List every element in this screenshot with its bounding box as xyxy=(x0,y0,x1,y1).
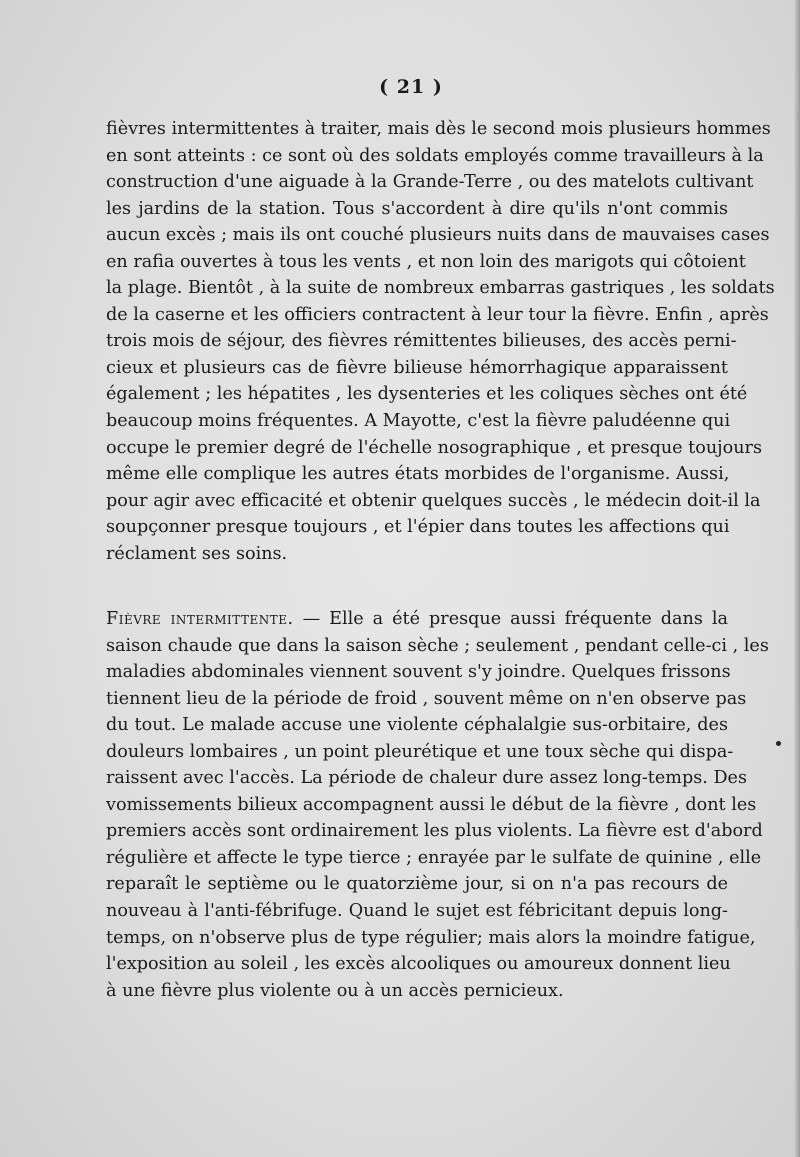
text-line: construction d'une aiguade à la Grande-Terre , ou des matelots cultivant xyxy=(106,172,754,193)
paragraph-1 xyxy=(106,116,775,567)
text-line: en sont atteints : ce sont où des soldats employés comme travailleurs à la xyxy=(106,145,764,166)
text-line: réclament ses soins. xyxy=(106,543,288,564)
text-line: maladies abdominales viennent souvent s'y joindre. Quelques frissons xyxy=(106,662,731,683)
text-line: beaucoup moins fréquentes. A Mayotte, c'est la fièvre paludéenne qui xyxy=(106,411,731,432)
text-line: nouveau à l'anti-fébrifuge. Quand le sujet est fébricitant depuis long- xyxy=(106,901,728,922)
text-line: reparaît le septième ou le quatorzième jour, si on n'a pas recours de xyxy=(106,874,728,895)
text-line-rest: — Elle a été presque aussi fréquente dans la xyxy=(293,609,728,629)
paragraph-2 xyxy=(106,606,769,1004)
text-line: à une fièvre plus violente ou à un accès pernicieux. xyxy=(106,980,564,1001)
text-line: premiers accès sont ordinairement les plus violents. La fièvre est d'abord xyxy=(106,821,763,842)
text-line: la plage. Bientôt , à la suite de nombreux embarras gastriques , les soldats xyxy=(106,278,775,299)
text-line: trois mois de séjour, des fièvres rémittentes bilieuses, des accès perni- xyxy=(106,331,737,352)
page-edge-shadow xyxy=(794,0,800,1157)
text-line: régulière et affecte le type tierce ; enrayée par le sulfate de quinine , elle xyxy=(106,847,762,868)
text-line: l'exposition au soleil , les excès alcooliques ou amoureux donnent lieu xyxy=(106,954,731,975)
text-line: aucun excès ; mais ils ont couché plusieurs nuits dans de mauvaises cases xyxy=(106,225,770,246)
text-line: pour agir avec efficacité et obtenir quelques succès , le médecin doit-il la xyxy=(106,490,761,511)
text-line: raissent avec l'accès. La période de chaleur dure assez long-temps. Des xyxy=(106,768,747,789)
text-line: vomissements bilieux accompagnent aussi le début de la fièvre , dont les xyxy=(106,794,757,815)
text-line: douleurs lombaires , un point pleurétique et une toux sèche qui dispa- xyxy=(106,741,734,762)
text-line: également ; les hépatites , les dysenteries et les coliques sèches ont été xyxy=(106,384,748,405)
text-line: de la caserne et les officiers contractent à leur tour la fièvre. Enfin , après xyxy=(106,304,769,325)
ink-spot xyxy=(776,741,781,746)
text-line: cieux et plusieurs cas de fièvre bilieuse hémorrhagique apparaissent xyxy=(106,357,728,378)
section-heading: Fièvre intermittente. xyxy=(106,609,294,629)
text-line: temps, on n'observe plus de type régulier; mais alors la moindre fatigue, xyxy=(106,927,756,948)
text-line: du tout. Le malade accuse une violente céphalalgie sus-orbitaire, des xyxy=(106,715,728,736)
text-line: les jardins de la station. Tous s'accordent à dire qu'ils n'ont commis xyxy=(106,198,728,219)
page-number: ( 21 ) xyxy=(379,76,443,98)
text-line-with-heading xyxy=(106,606,728,633)
text-line: soupçonner presque toujours , et l'épier dans toutes les affections qui xyxy=(106,517,730,538)
text-line: fièvres intermittentes à traiter, mais dès le second mois plusieurs hommes xyxy=(106,119,771,139)
text-line: même elle complique les autres états morbides de l'organisme. Aussi, xyxy=(106,464,730,485)
text-line: en rafia ouvertes à tous les vents , et non loin des marigots qui côtoient xyxy=(106,251,746,272)
text-line: saison chaude que dans la saison sèche ; seulement , pendant celle-ci , les xyxy=(106,635,769,656)
text-line: tiennent lieu de la période de froid , souvent même on n'en observe pas xyxy=(106,688,747,709)
text-line: occupe le premier degré de l'échelle nosographique , et presque toujours xyxy=(106,437,762,458)
